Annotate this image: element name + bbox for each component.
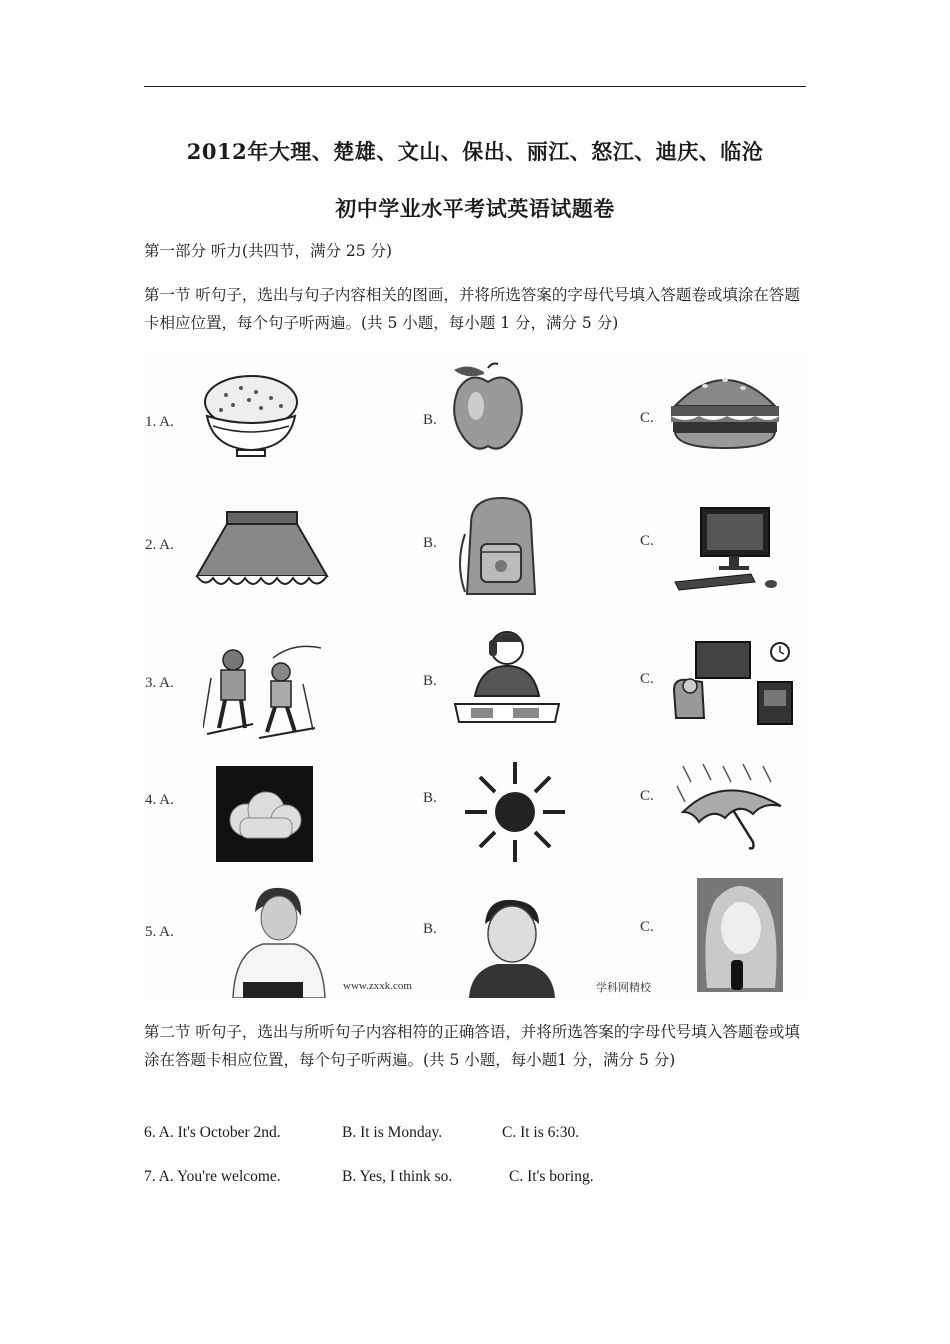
q6-option-a: 6. A. It's October 2nd. (144, 1124, 281, 1141)
watermark-url: www.zxxk.com (343, 980, 412, 992)
top-rule (144, 86, 806, 87)
option-c-3: C. (640, 671, 654, 687)
section1-instructions: 第一节 听句子，选出与句子内容相关的图画，并将所选答案的字母代号填入答题卷或填涂在答题卡相应位置，每个句子听两遍。(共 5 小题，每小题 1 分，满分 5 分) (144, 286, 800, 332)
option-c-5: C. (640, 919, 654, 935)
skirt-picture (187, 506, 337, 596)
picture-grid (143, 354, 807, 1001)
apple-picture (448, 360, 528, 456)
watching-tv-picture (668, 638, 798, 728)
option-b-1: B. (423, 412, 437, 428)
option-b-3: B. (423, 673, 437, 689)
rice-bowl-picture (201, 370, 301, 460)
watermark-cn: 学科网精校 (596, 981, 651, 994)
option-c-1: C. (640, 410, 654, 426)
exam-title-line1: 2012年大理、楚雄、文山、保出、丽江、怒江、迪庆、临沧 (186, 139, 764, 164)
skiing-picture (203, 638, 323, 742)
cloudy-picture (216, 766, 313, 862)
q7-option-b: B. Yes, I think so. (342, 1168, 453, 1185)
hamburger-picture (665, 364, 785, 452)
exam-title-line2: 初中学业水平考试英语试题卷 (335, 196, 615, 221)
section2-instructions: 第二节 听句子，选出与所听句子内容相符的正确答语，并将所选答案的字母代号填入答题卷或填涂在答题卡相应位置，每个句子听两遍。(共 5 小题，每小题1 分，满分 5 分) (144, 1023, 800, 1069)
rainy-picture (673, 762, 788, 854)
backpack-picture (451, 494, 551, 604)
row-label-3: 3. A. (145, 675, 174, 691)
sunny-picture (463, 758, 567, 864)
row-label-2: 2. A. (145, 537, 174, 553)
q6-option-b: B. It is Monday. (342, 1124, 443, 1141)
option-b-2: B. (423, 535, 437, 551)
woman-portrait-picture (223, 882, 328, 998)
row-label-5: 5. A. (145, 924, 174, 940)
option-b-4: B. (423, 790, 437, 806)
row-label-4: 4. A. (145, 792, 174, 808)
option-b-5: B. (423, 921, 437, 937)
computer-picture (671, 504, 786, 594)
row-label-1: 1. A. (145, 414, 174, 430)
boy-portrait-picture (461, 894, 561, 998)
singer-portrait-picture (697, 878, 783, 992)
q6-option-c: C. It is 6:30. (502, 1124, 580, 1141)
option-c-2: C. (640, 533, 654, 549)
phone-call-picture (451, 626, 563, 726)
q7-option-c: C. It's boring. (509, 1168, 594, 1185)
option-c-4: C. (640, 788, 654, 804)
part1-heading: 第一部分 听力(共四节，满分 25 分) (144, 242, 393, 260)
q7-option-a: 7. A. You're welcome. (144, 1168, 281, 1185)
